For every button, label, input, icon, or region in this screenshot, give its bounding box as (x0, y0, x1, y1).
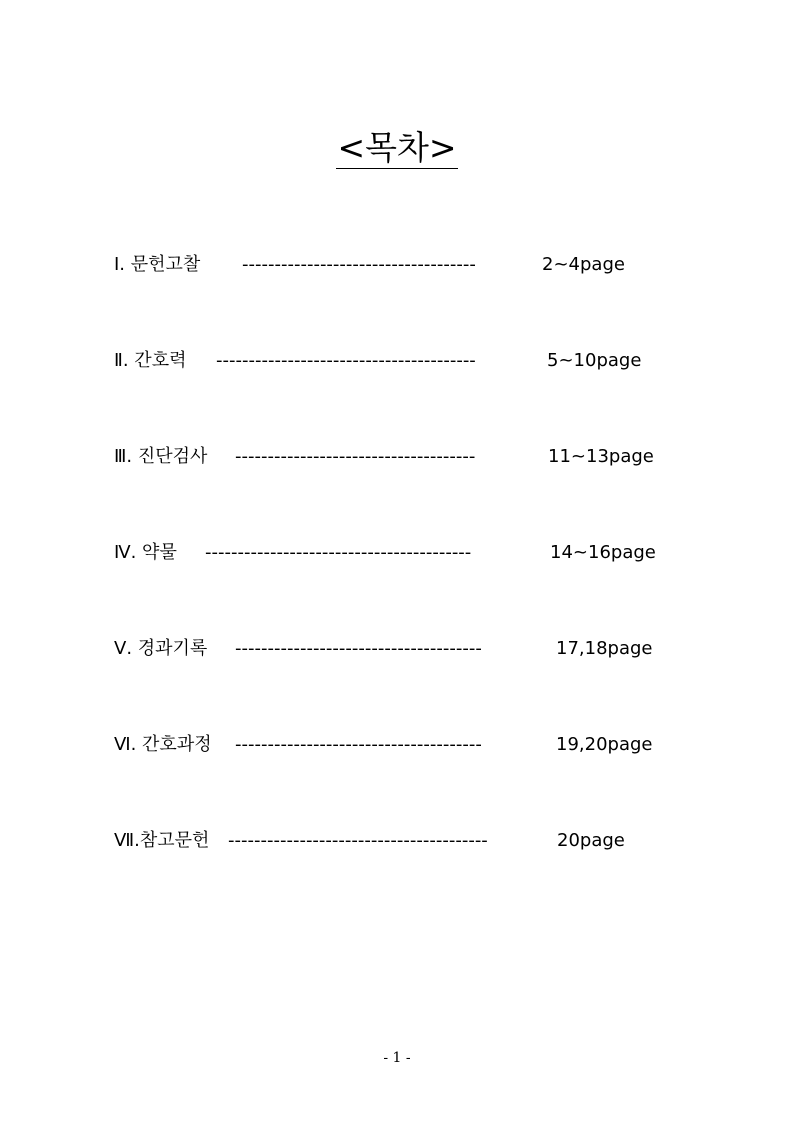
toc-entry-leader: ----------------------------------------- (205, 542, 472, 563)
toc-entry-leader: ------------------------------------- (235, 446, 476, 467)
toc-title: <목차> (337, 128, 457, 167)
page-number: - 1 - (383, 1050, 411, 1066)
toc-entry-pages: 17,18page (556, 638, 653, 659)
toc-entry-label: Ⅱ. 간호력 (114, 350, 187, 371)
toc-entry-leader: -------------------------------------- (235, 638, 482, 659)
toc-entry-label: Ⅴ. 경과기록 (114, 638, 208, 659)
toc-entry-label: Ⅵ. 간호과정 (114, 734, 212, 755)
toc-entry-leader: -------------------------------------- (235, 734, 482, 755)
toc-entry-label: Ⅲ. 진단검사 (114, 446, 208, 467)
toc-entry-label: Ⅳ. 약물 (114, 542, 177, 563)
toc-entry-leader: ---------------------------------------- (228, 830, 488, 851)
toc-entry-label: Ⅶ.참고문헌 (114, 830, 210, 851)
toc-entry-pages: 14~16page (550, 542, 656, 563)
toc-entry-pages: 20page (557, 830, 625, 851)
toc-entry-leader: ---------------------------------------- (216, 350, 476, 371)
toc-entry-pages: 2~4page (542, 254, 625, 275)
toc-entry-pages: 19,20page (556, 734, 653, 755)
toc-entry-pages: 5~10page (547, 350, 642, 371)
toc-entry-label: Ⅰ. 문헌고찰 (114, 254, 201, 275)
toc-entry-leader: ------------------------------------ (242, 254, 476, 275)
toc-entry-pages: 11~13page (548, 446, 654, 467)
